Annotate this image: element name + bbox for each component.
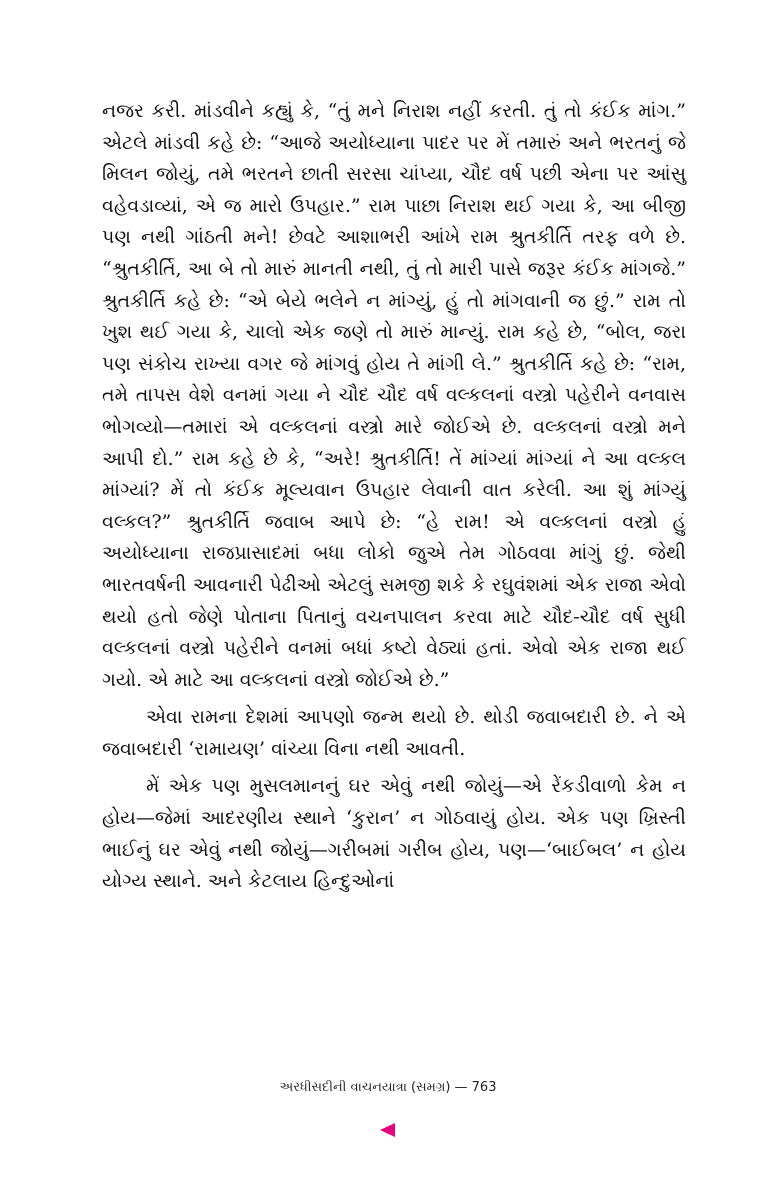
paragraph-2: એવા રામના દેશમાં આપણો જન્મ થયો છે. થોડી જવાબદારી છે. ને એ જવાબદારી ‘રામાયણ’ વાંચ્યા વિના નથી આવતી. — [102, 706, 686, 760]
page-body — [102, 96, 686, 898]
paragraph-1: નજર કરી. માંડવીને કહ્યું કે, “તું મને નિરાશ નહીં કરતી. તું તો કંઈક માંગ.” એટલે માંડવી કહે છે: “આજે અયોધ્યાના પાદર પર મેં તમારું અને ભરતનું જે મિલન જોયું, તમે ભરતને છાતી સરસા ચાંપ્યા, ચૌદ વર્ષ પછી એના પર આંસુ વહેવડાવ્યાં, એ જ મારો ઉપહાર.” રામ પાછા નિરાશ થઈ ગયા કે, આ બીજી પણ નથી ગાંઠતી મને! છેવટે આશાભરી આંખે રામ શ્રુતકીર્તિ તરફ વળે છે. “શ્રુતકીર્તિ, આ બે તો મારું માનતી નથી, તું તો મારી પાસે જરૂર કંઈક માંગજે.” શ્રુતકીર્તિ કહે છે: “એ બેયે ભલેને ન માંગ્યું, હું તો માંગવાની જ છું.” રામ તો ખુશ થઈ ગયા કે, ચાલો એક જણે તો મારું માન્યું. રામ કહે છે, “બોલ, જરા પણ સંકોચ રાખ્યા વગર જે માંગવું હોય તે માંગી લે.” શ્રુતકીર્તિ કહે છે: “રામ, તમે તાપસ વેશે વનમાં ગયા ને ચૌદ ચૌદ વર્ષ વલ્કલનાં વસ્ત્રો પહેરીને વનવાસ ભોગવ્યો—તમારાં એ વલ્કલનાં વસ્ત્રો મારે જોઈએ છે. વલ્કલનાં વસ્ત્રો મને આપી દો.” રામ કહે છે કે, “અરે! શ્રુતકીર્તિ! તેં માંગ્યાં માંગ્યાં ને આ વલ્કલ માંગ્યાં? મેં તો કંઈક મૂલ્યવાન ઉપહાર લેવાની વાત કરેલી. આ શું માંગ્યું વલ્કલ?” શ્રુતકીર્તિ જવાબ આપે છે: “હે રામ! એ વલ્કલનાં વસ્ત્રો હું અયોધ્યાના રાજપ્રાસાદમાં બધા લોકો જુએ તેમ ગોઠવવા માંગું છું. જેથી ભારતવર્ષની આવનારી પેઢીઓ એટલું સમજી શકે કે રઘુવંશમાં એક રાજા એવો થયો હતો જેણે પોતાના પિતાનું વચનપાલન કરવા માટે ચૌદ-ચૌદ વર્ષ સુધી વલ્કલનાં વસ્ત્રો પહેરીને વનમાં બધાં કષ્ટો વેઠ્યાં હતાં. એવો એક રાજા થઈ ગયો. એ માટે આ વલ્કલનાં વસ્ત્રો જોઈએ છે.” — [102, 100, 686, 691]
page-footer: અરધીસદીની વાચનયાત્રા (સમગ્ર) — 763 — [279, 1080, 497, 1095]
paragraph-3: મેં એક પણ મુસલમાનનું ઘર એવું નથી જોયું—એ રેંકડીવાળો કેમ ન હોય—જેમાં આદરણીય સ્થાને ‘કુરાન’ ન ગોઠવાયું હોય. એક પણ ખ્રિસ્તી ભાઈનું ઘર એવું નથી જોયું—ગરીબમાં ગરીબ હોય, પણ—‘બાઈબલ’ ન હોય યોગ્ય સ્થાને. અને કેટલાય હિન્દુઓનાં — [102, 775, 686, 893]
previous-page-arrow-icon[interactable] — [378, 1120, 398, 1140]
